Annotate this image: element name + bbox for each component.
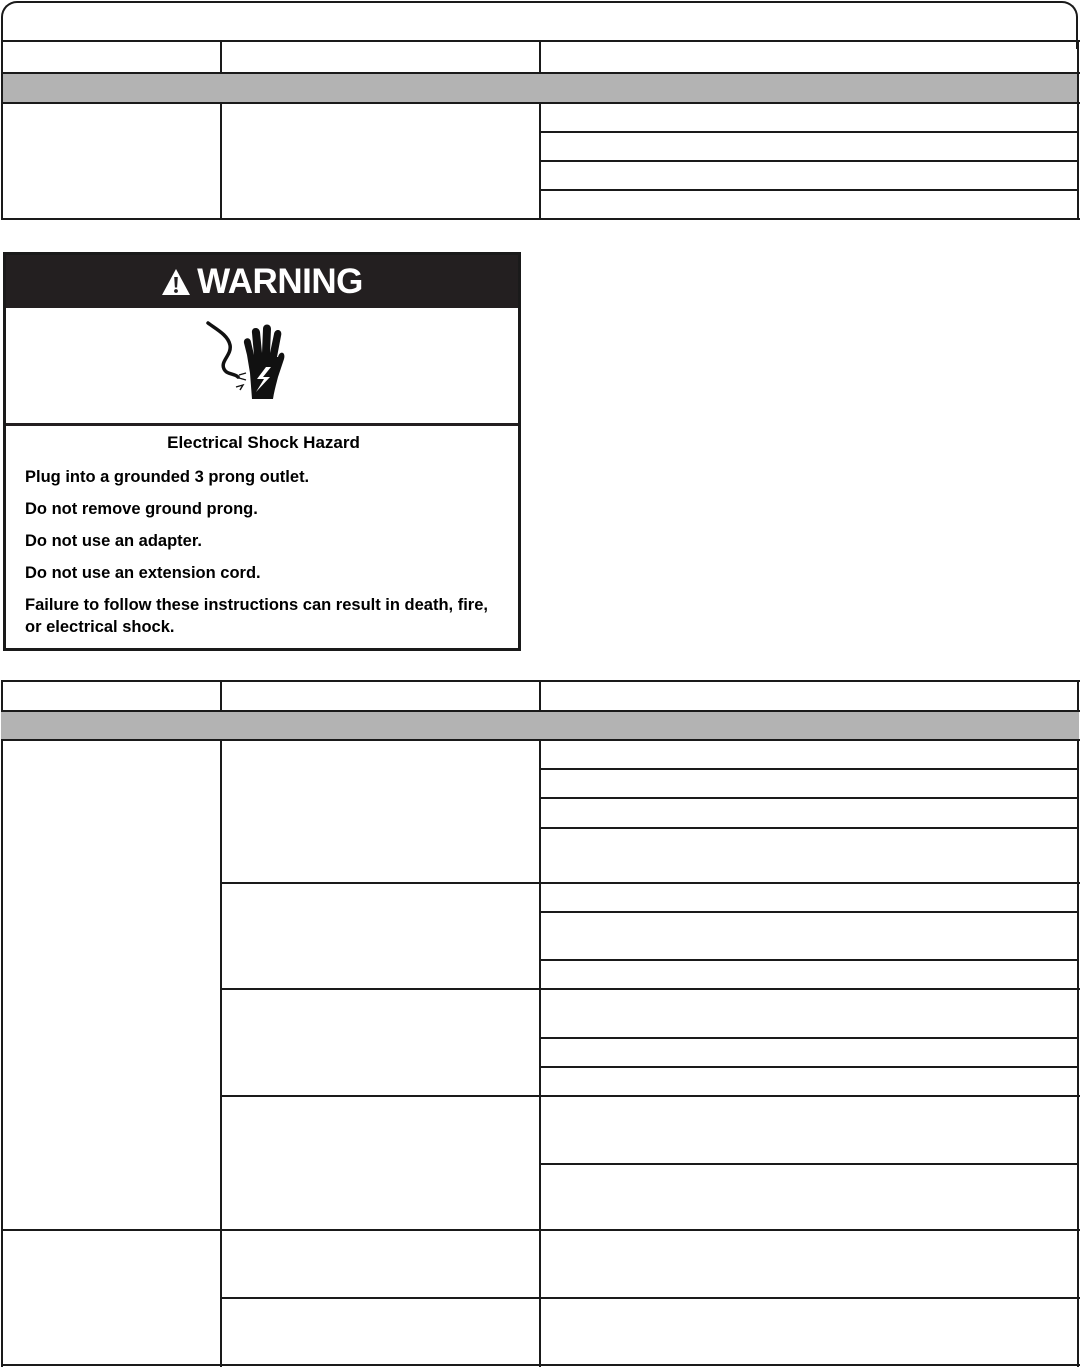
cause-group-rule [220,988,1080,990]
table-bottom-rule [1,218,1080,220]
warning-separator [6,423,518,426]
section-band [1,73,1079,103]
electrical-shock-hand-icon [206,317,302,413]
solution-row-rule [539,768,1079,770]
alert-triangle-icon [161,268,191,296]
warning-instruction: Plug into a grounded 3 prong outlet. [25,468,310,486]
cause-group-rule [220,882,1080,884]
hazard-title: Electrical Shock Hazard [167,433,360,452]
warning-box [3,252,521,651]
solution-row-rule [539,1066,1079,1068]
warning-header [6,255,518,308]
solution-row-rule [539,131,1079,133]
solution-row-rule [539,797,1079,799]
warning-instruction: Do not use an adapter. [25,532,202,550]
table-divider-2-header [539,40,541,74]
warning-instruction: Do not remove ground prong. [25,500,258,518]
table-left-border [1,40,3,220]
warning-title: WARNING [197,262,363,301]
solution-row-rule [539,1037,1079,1039]
warning-body [25,433,502,648]
solution-row-rule [539,959,1079,961]
cause-group-rule [220,1095,1080,1097]
warning-instruction: Do not use an extension cord. [25,564,261,582]
section-band [1,711,1079,740]
problem-group-rule [1,1229,1080,1231]
section-band-top-rule [1,72,1080,74]
cause-group-rule [220,1297,1080,1299]
table-divider-1 [220,40,222,220]
table-divider-1 [220,680,222,1367]
table-divider-2-header [539,680,541,712]
table-divider-2 [539,740,541,1367]
solution-row-rule [539,827,1079,829]
table-bottom-rule [1,1364,1080,1366]
table-left-border [1,680,3,1367]
table-right-border [1077,680,1079,1367]
solution-row-rule [539,160,1079,162]
section-band-top-rule [1,710,1080,712]
table-right-border [1077,40,1079,220]
solution-row-rule [539,1163,1079,1165]
solution-row-rule [539,911,1079,913]
warning-instruction: Failure to follow these instructions can result in death, fire, or electrical shock. [25,596,488,636]
solution-row-rule [539,189,1079,191]
